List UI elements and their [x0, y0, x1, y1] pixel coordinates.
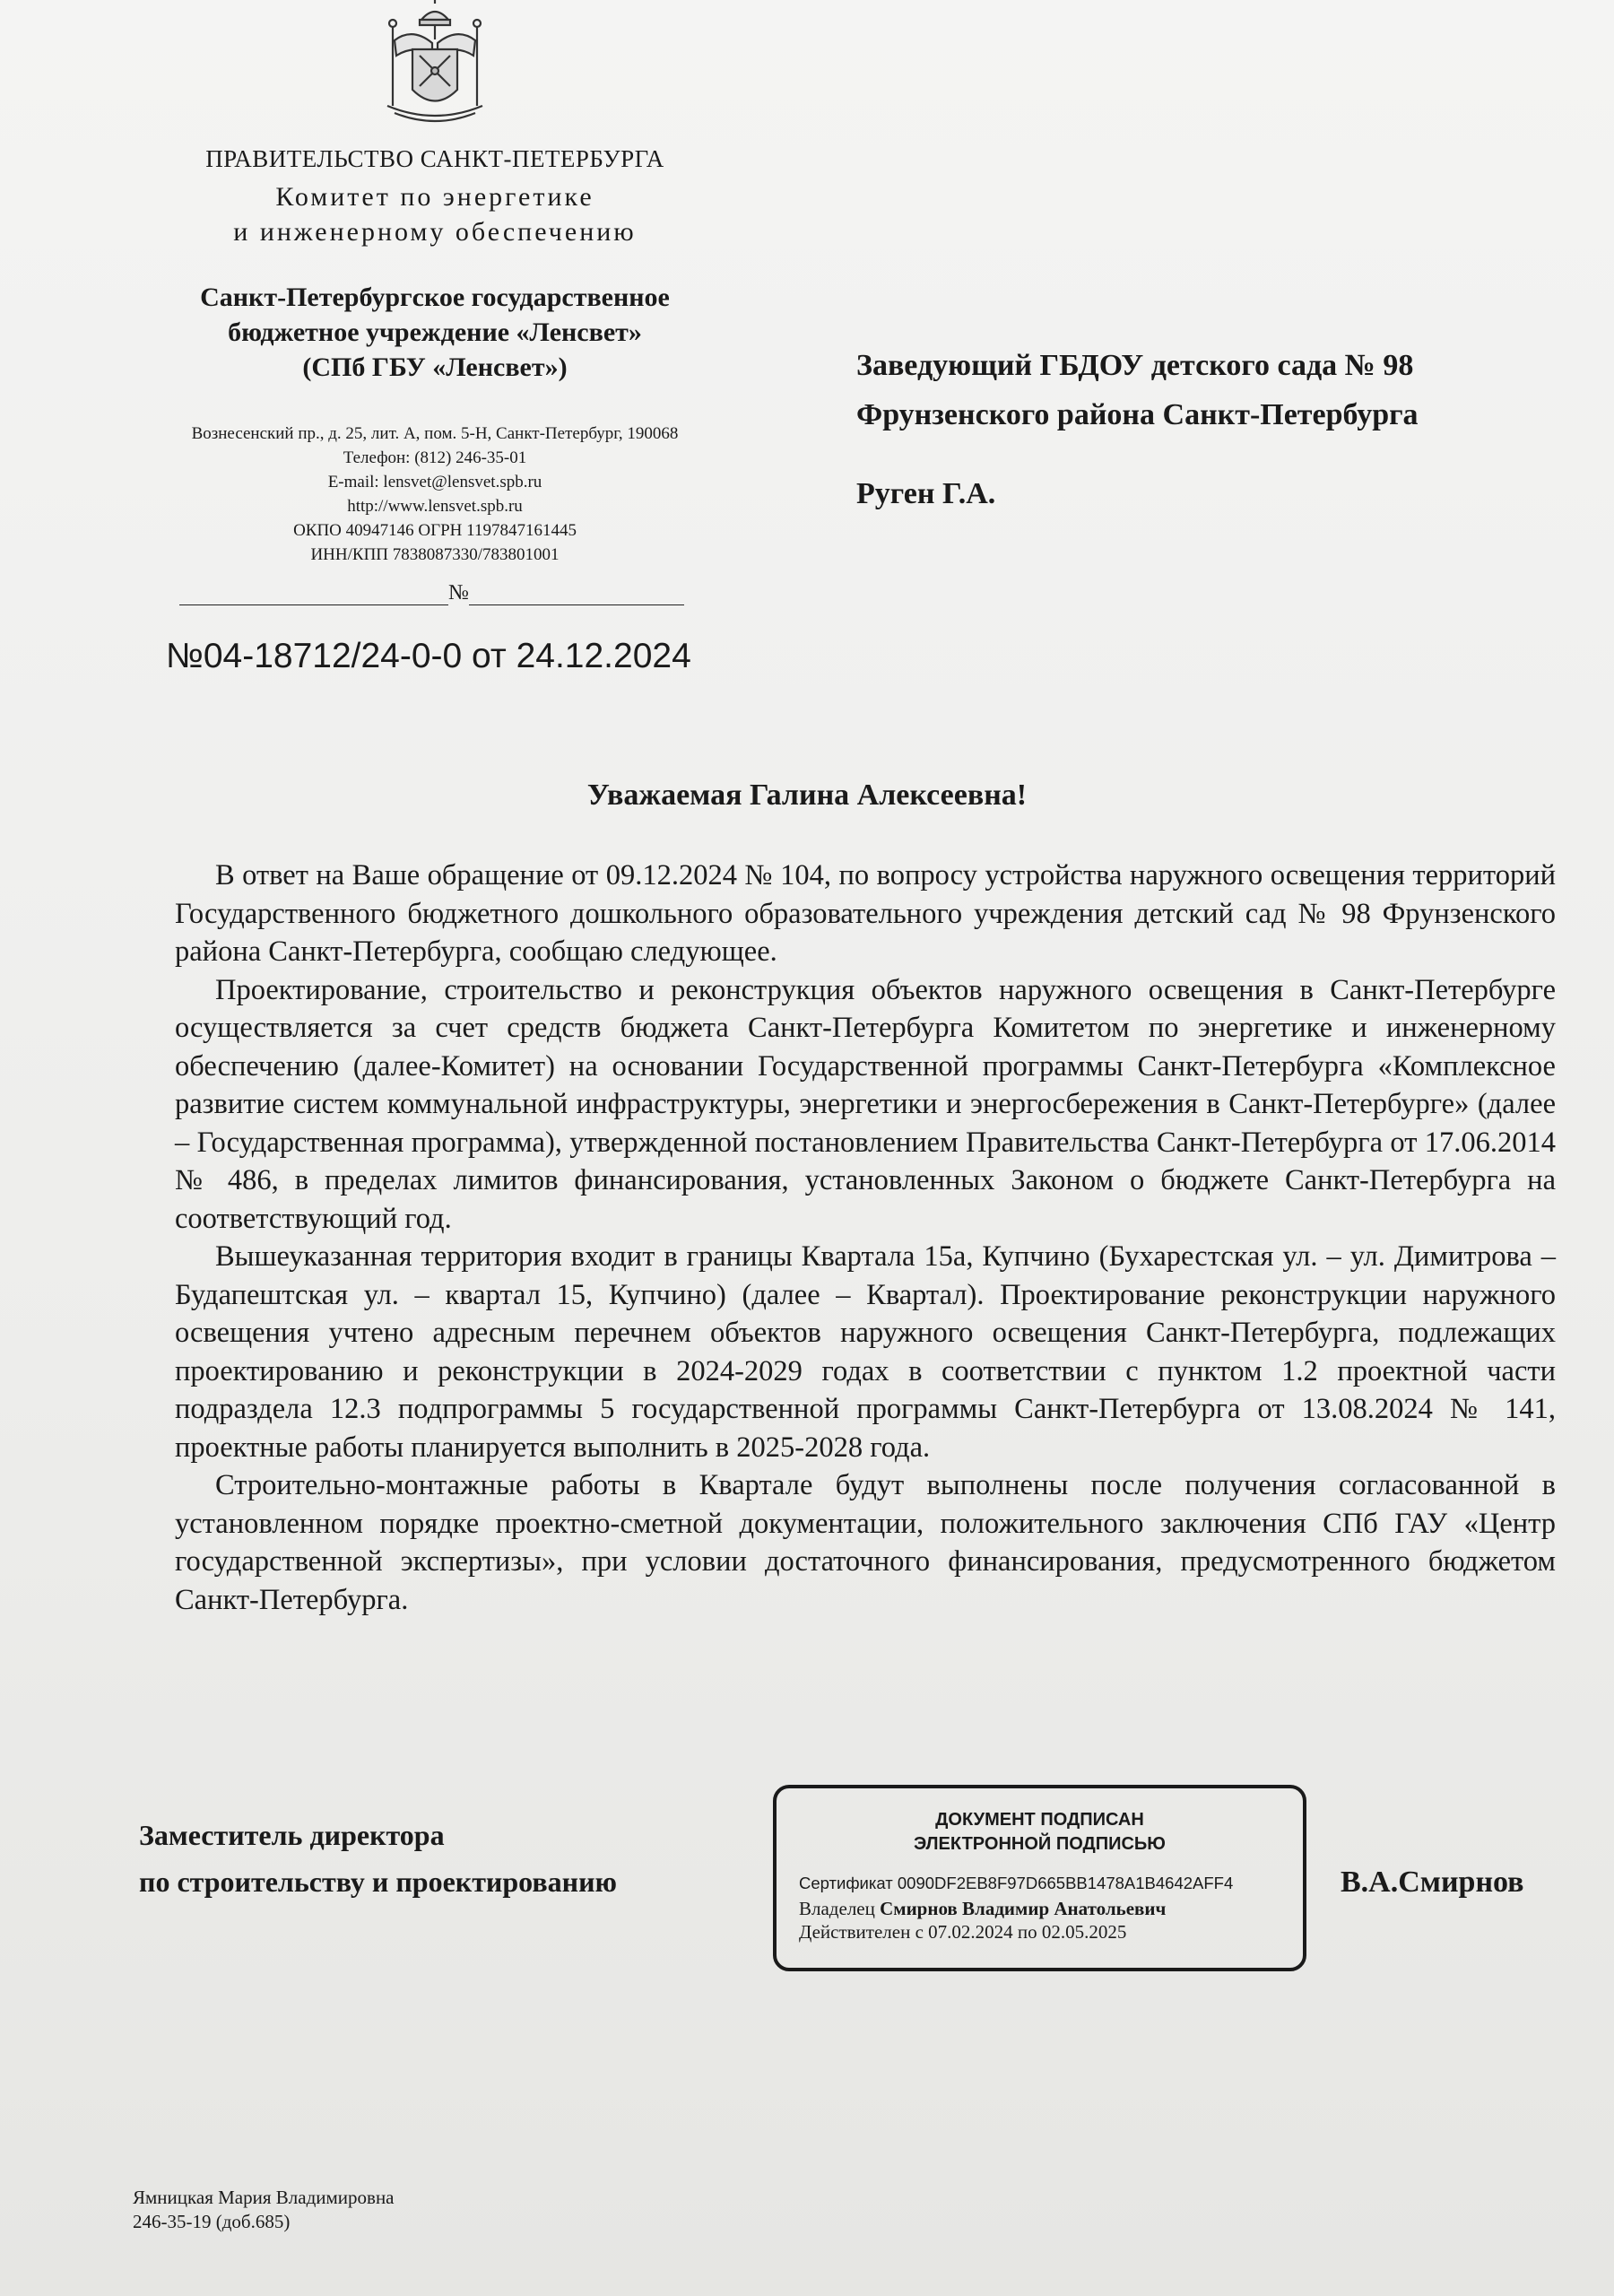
org-line-1: Санкт-Петербургское государственное: [200, 283, 670, 312]
stamp-owner-name: Смирнов Владимир Анатольевич: [880, 1898, 1167, 1919]
letter-body: [175, 857, 1556, 1619]
stamp-owner-label: Владелец: [799, 1898, 875, 1919]
signatory-title-line-2: по строительству и проектированию: [139, 1866, 617, 1898]
number-blank: [469, 585, 684, 605]
paragraph-4: Строительно-монтажные работы в Квартале будут выполнены после получения согласованной в установленном порядке проектно-сметной документации, положительного заключения СПб ГАУ «Центр государственной экспертизы», при условии достаточного финансирования, предусмотренного бюджетом Санкт-Петербурга.: [175, 1469, 1556, 1616]
stamp-validity: Действителен с 07.02.2024 по 02.05.2025: [799, 1921, 1127, 1943]
stamp-header-line-2: ЭЛЕКТРОННОЙ ПОДПИСЬЮ: [914, 1834, 1166, 1854]
org-website: http://www.lensvet.spb.ru: [347, 497, 523, 516]
signatory-title-line-1: Заместитель директора: [139, 1819, 445, 1851]
document-number: №04-18712/24-0-0 от 24.12.2024: [166, 637, 691, 675]
greeting: Уважаемая Галина Алексеевна!: [586, 778, 1028, 812]
stamp-certificate: Сертификат 0090DF2EB8F97D665BB1478A1B4642AFF4: [799, 1874, 1234, 1892]
org-address: Вознесенский пр., д. 25, лит. А, пом. 5-Н, Санкт-Петербург, 190068: [191, 424, 679, 443]
paragraph-1: В ответ на Ваше обращение от 09.12.2024 № 104, по вопросу устройства наружного освещения территорий Государственного бюджетного дошкольного образовательного учреждения детский сад № 98 Фрунзенского района Санкт-Петербурга, сообщаю следующее.: [175, 859, 1556, 968]
org-okpo-ogrn: ОКПО 40947146 ОГРН 1197847161445: [293, 521, 577, 540]
date-blank: [179, 585, 448, 605]
number-sign: №: [448, 581, 469, 604]
committee-name: [126, 179, 744, 249]
executor-name: Ямницкая Мария Владимировна: [133, 2187, 395, 2208]
coat-of-arms-icon: [377, 0, 493, 126]
executor-phone: 246-35-19 (доб.685): [133, 2211, 291, 2232]
signatory-name: В.А.Смирнов: [1341, 1866, 1524, 1899]
paragraph-3: Вышеуказанная территория входит в границы Квартала 15а, Купчино (Бухарестская ул. – ул. Димитрова – Будапештская ул. – квартал 15, Купчино) (далее – Квартал). Проектирование реконструкции наружного освещения учтено адресным перечнем объектов наружного освещения Санкт-Петербурга, подлежащих проектированию и реконструкции в 2024-2029 годах в соответствии с пунктом 1.2 проектной части подраздела 12.3 подпрограммы 5 государственной программы Санкт-Петербурга от 13.08.2024 № 141, проектные работы планируется выполнить в 2025-2028 года.: [175, 1240, 1556, 1464]
organization-name: [126, 280, 744, 385]
org-inn-kpp: ИНН/КПП 7838087330/783801001: [310, 545, 560, 564]
stamp-header-line-1: ДОКУМЕНТ ПОДПИСАН: [935, 1810, 1144, 1830]
signatory-title: [139, 1812, 617, 1905]
org-phone: Телефон: (812) 246-35-01: [343, 448, 527, 467]
government-name: ПРАВИТЕЛЬСТВО САНКТ-ПЕТЕРБУРГА: [205, 145, 664, 172]
committee-line-2: и инженерному обеспечению: [233, 217, 637, 247]
addressee-line-2: Фрунзенского района Санкт-Петербурга: [856, 398, 1419, 431]
registration-line: [179, 581, 686, 605]
org-line-3: (СПб ГБУ «Ленсвет»): [302, 352, 568, 382]
committee-line-1: Комитет по энергетике: [275, 182, 594, 212]
contact-details: [126, 422, 744, 567]
addressee-name: Руген Г.А.: [856, 477, 996, 510]
stamp-header: [777, 1808, 1303, 1857]
org-line-2: бюджетное учреждение «Ленсвет»: [228, 317, 642, 347]
electronic-signature-stamp: [773, 1785, 1306, 1971]
stamp-owner: [799, 1898, 1166, 1920]
org-email: E-mail: lensvet@lensvet.spb.ru: [327, 473, 542, 491]
addressee-line-1: Заведующий ГБДОУ детского сада № 98: [856, 349, 1414, 382]
addressee-position: [856, 341, 1520, 439]
executor-info: [133, 2186, 395, 2234]
paragraph-2: Проектирование, строительство и реконструкция объектов наружного освещения в Санкт-Петербурге осуществляется за счет средств бюджета Санкт-Петербурга Комитетом по энергетике и инженерному обеспечению (далее-Комитет) на основании Государственной программы Санкт-Петербурга «Комплексное развитие систем коммунальной инфраструктуры, энергетики и энергосбережения в Санкт-Петербурге» (далее – Государственная программа), утвержденной постановлением Правительства Санкт-Петербурга от 17.06.2014 № 486, в пределах лимитов финансирования, установленных Законом о бюджете Санкт-Петербурга на соответствующий год.: [175, 973, 1556, 1235]
